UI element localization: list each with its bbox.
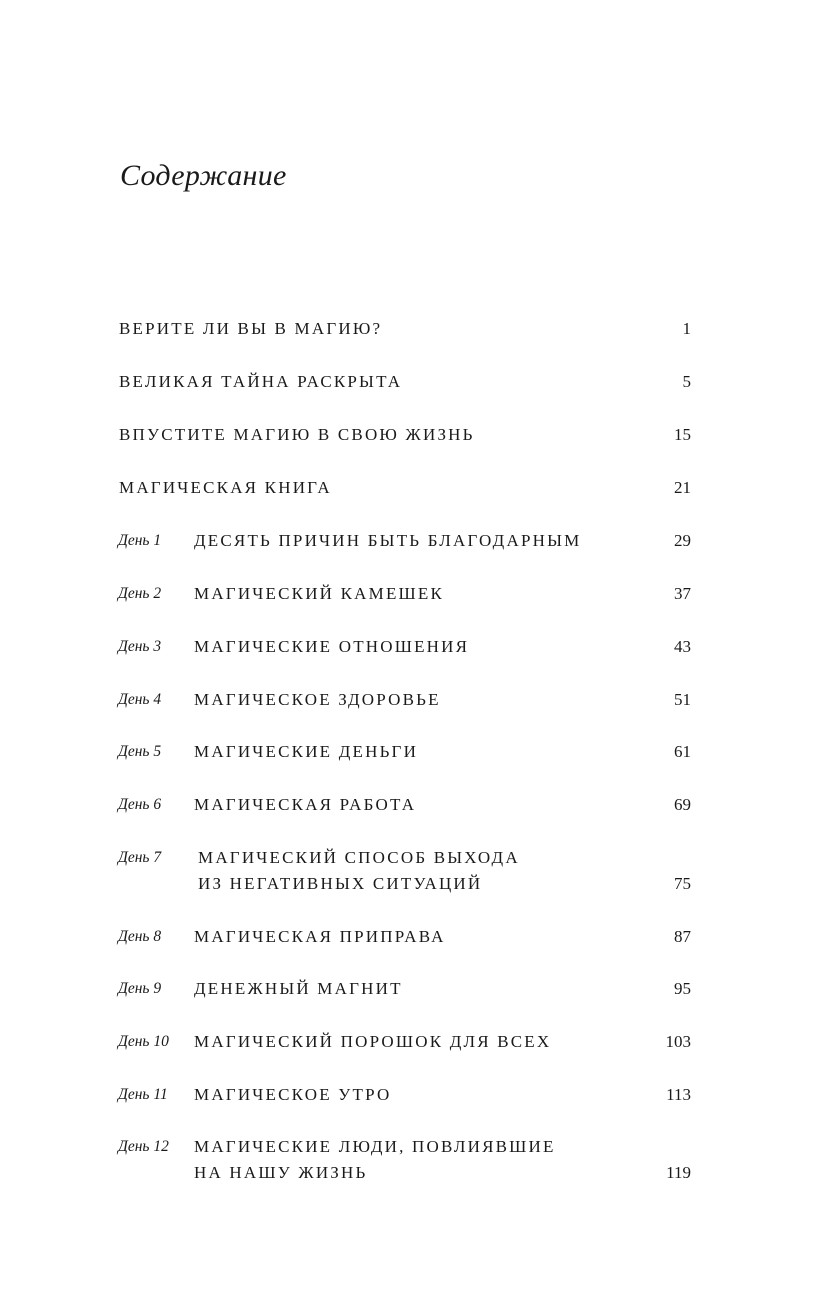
toc-entry-day: День 3	[118, 638, 162, 655]
toc-entry-day: День 2	[118, 585, 162, 602]
toc-entry-page: 75	[674, 874, 691, 893]
toc-entry-title-line: МАГИЧЕСКИЙ СПОСОБ ВЫХОДА	[198, 848, 520, 867]
toc-entry-day: День 9	[118, 980, 162, 997]
toc-entry-title-line: МАГИЧЕСКОЕ ЗДОРОВЬЕ	[194, 690, 441, 709]
toc-entry-title-line: МАГИЧЕСКИЙ ПОРОШОК ДЛЯ ВСЕХ	[194, 1032, 552, 1051]
toc-entry-page: 51	[674, 690, 691, 709]
toc-entry-title	[119, 369, 402, 395]
toc-entry-title-line: ВЕЛИКАЯ ТАЙНА РАСКРЫТА	[119, 372, 403, 391]
toc-entry-day: День 5	[118, 743, 162, 760]
toc-entry-title	[194, 739, 418, 765]
toc-entry-page: 61	[674, 742, 691, 761]
toc-entry-title-line: ВЕРИТЕ ЛИ ВЫ В МАГИЮ?	[119, 319, 383, 338]
page-title: Содержание	[120, 159, 287, 192]
toc-entry-title	[194, 924, 446, 950]
toc-entry-day: День 6	[118, 796, 162, 813]
toc-entry-title	[194, 1029, 551, 1055]
toc-entry-title-line: НА НАШУ ЖИЗНЬ	[194, 1163, 368, 1182]
toc-entry-title	[194, 581, 444, 607]
toc-entry-day: День 4	[118, 691, 162, 708]
toc-entry-page: 15	[674, 425, 691, 444]
toc-entry-title	[194, 687, 441, 713]
toc-entry-title	[194, 528, 581, 554]
toc-entry-title	[198, 845, 520, 897]
toc-entry-title	[119, 475, 332, 501]
toc-entry-day: День 10	[118, 1033, 169, 1050]
toc-entry-page: 43	[674, 637, 691, 656]
toc-entry-page: 21	[674, 478, 691, 497]
toc-entry-page: 5	[682, 372, 691, 391]
toc-entry-page: 29	[674, 531, 691, 550]
toc-entry-title-line: ДЕНЕЖНЫЙ МАГНИТ	[194, 979, 403, 998]
toc-entry-title-line: МАГИЧЕСКИЕ ЛЮДИ, ПОВЛИЯВШИЕ	[194, 1137, 556, 1156]
toc-entry-title-line: ИЗ НЕГАТИВНЫХ СИТУАЦИЙ	[198, 874, 483, 893]
toc-entry-page: 95	[674, 979, 691, 998]
toc-entry-title-line: МАГИЧЕСКАЯ КНИГА	[119, 478, 332, 497]
toc-entry-title-line: МАГИЧЕСКИЕ ДЕНЬГИ	[194, 742, 419, 761]
toc-entry-day: День 12	[118, 1138, 169, 1155]
toc-entry-title	[119, 422, 475, 448]
toc-entry-title	[194, 1134, 556, 1186]
toc-entry-title-line: МАГИЧЕСКАЯ ПРИПРАВА	[194, 927, 446, 946]
toc-entry-title	[194, 792, 416, 818]
toc-entry-page: 69	[674, 795, 691, 814]
toc-entry-title	[194, 976, 403, 1002]
toc-entry-title-line: МАГИЧЕСКИЙ КАМЕШЕК	[194, 584, 444, 603]
toc-entry-day: День 8	[118, 928, 162, 945]
toc-entry-title-line: МАГИЧЕСКИЕ ОТНОШЕНИЯ	[194, 637, 470, 656]
toc-entry-day: День 7	[118, 849, 162, 866]
toc-entry-page: 1	[682, 319, 691, 338]
toc-entry-title-line: МАГИЧЕСКАЯ РАБОТА	[194, 795, 417, 814]
toc-entry-day: День 1	[118, 532, 162, 549]
toc-entry-page: 103	[665, 1032, 691, 1051]
toc-entry-page: 119	[666, 1163, 691, 1182]
toc-entry-title-line: МАГИЧЕСКОЕ УТРО	[194, 1085, 392, 1104]
toc-entry-page: 113	[666, 1085, 691, 1104]
toc-entry-title	[119, 316, 382, 342]
toc-entry-title	[194, 634, 469, 660]
toc-entry-title	[194, 1082, 391, 1108]
toc-entry-title-line: ВПУСТИТЕ МАГИЮ В СВОЮ ЖИЗНЬ	[119, 425, 475, 444]
toc-entry-title-line: ДЕСЯТЬ ПРИЧИН БЫТЬ БЛАГОДАРНЫМ	[194, 531, 582, 550]
toc-entry-page: 87	[674, 927, 691, 946]
toc-entry-page: 37	[674, 584, 691, 603]
toc-entry-day: День 11	[118, 1086, 168, 1103]
